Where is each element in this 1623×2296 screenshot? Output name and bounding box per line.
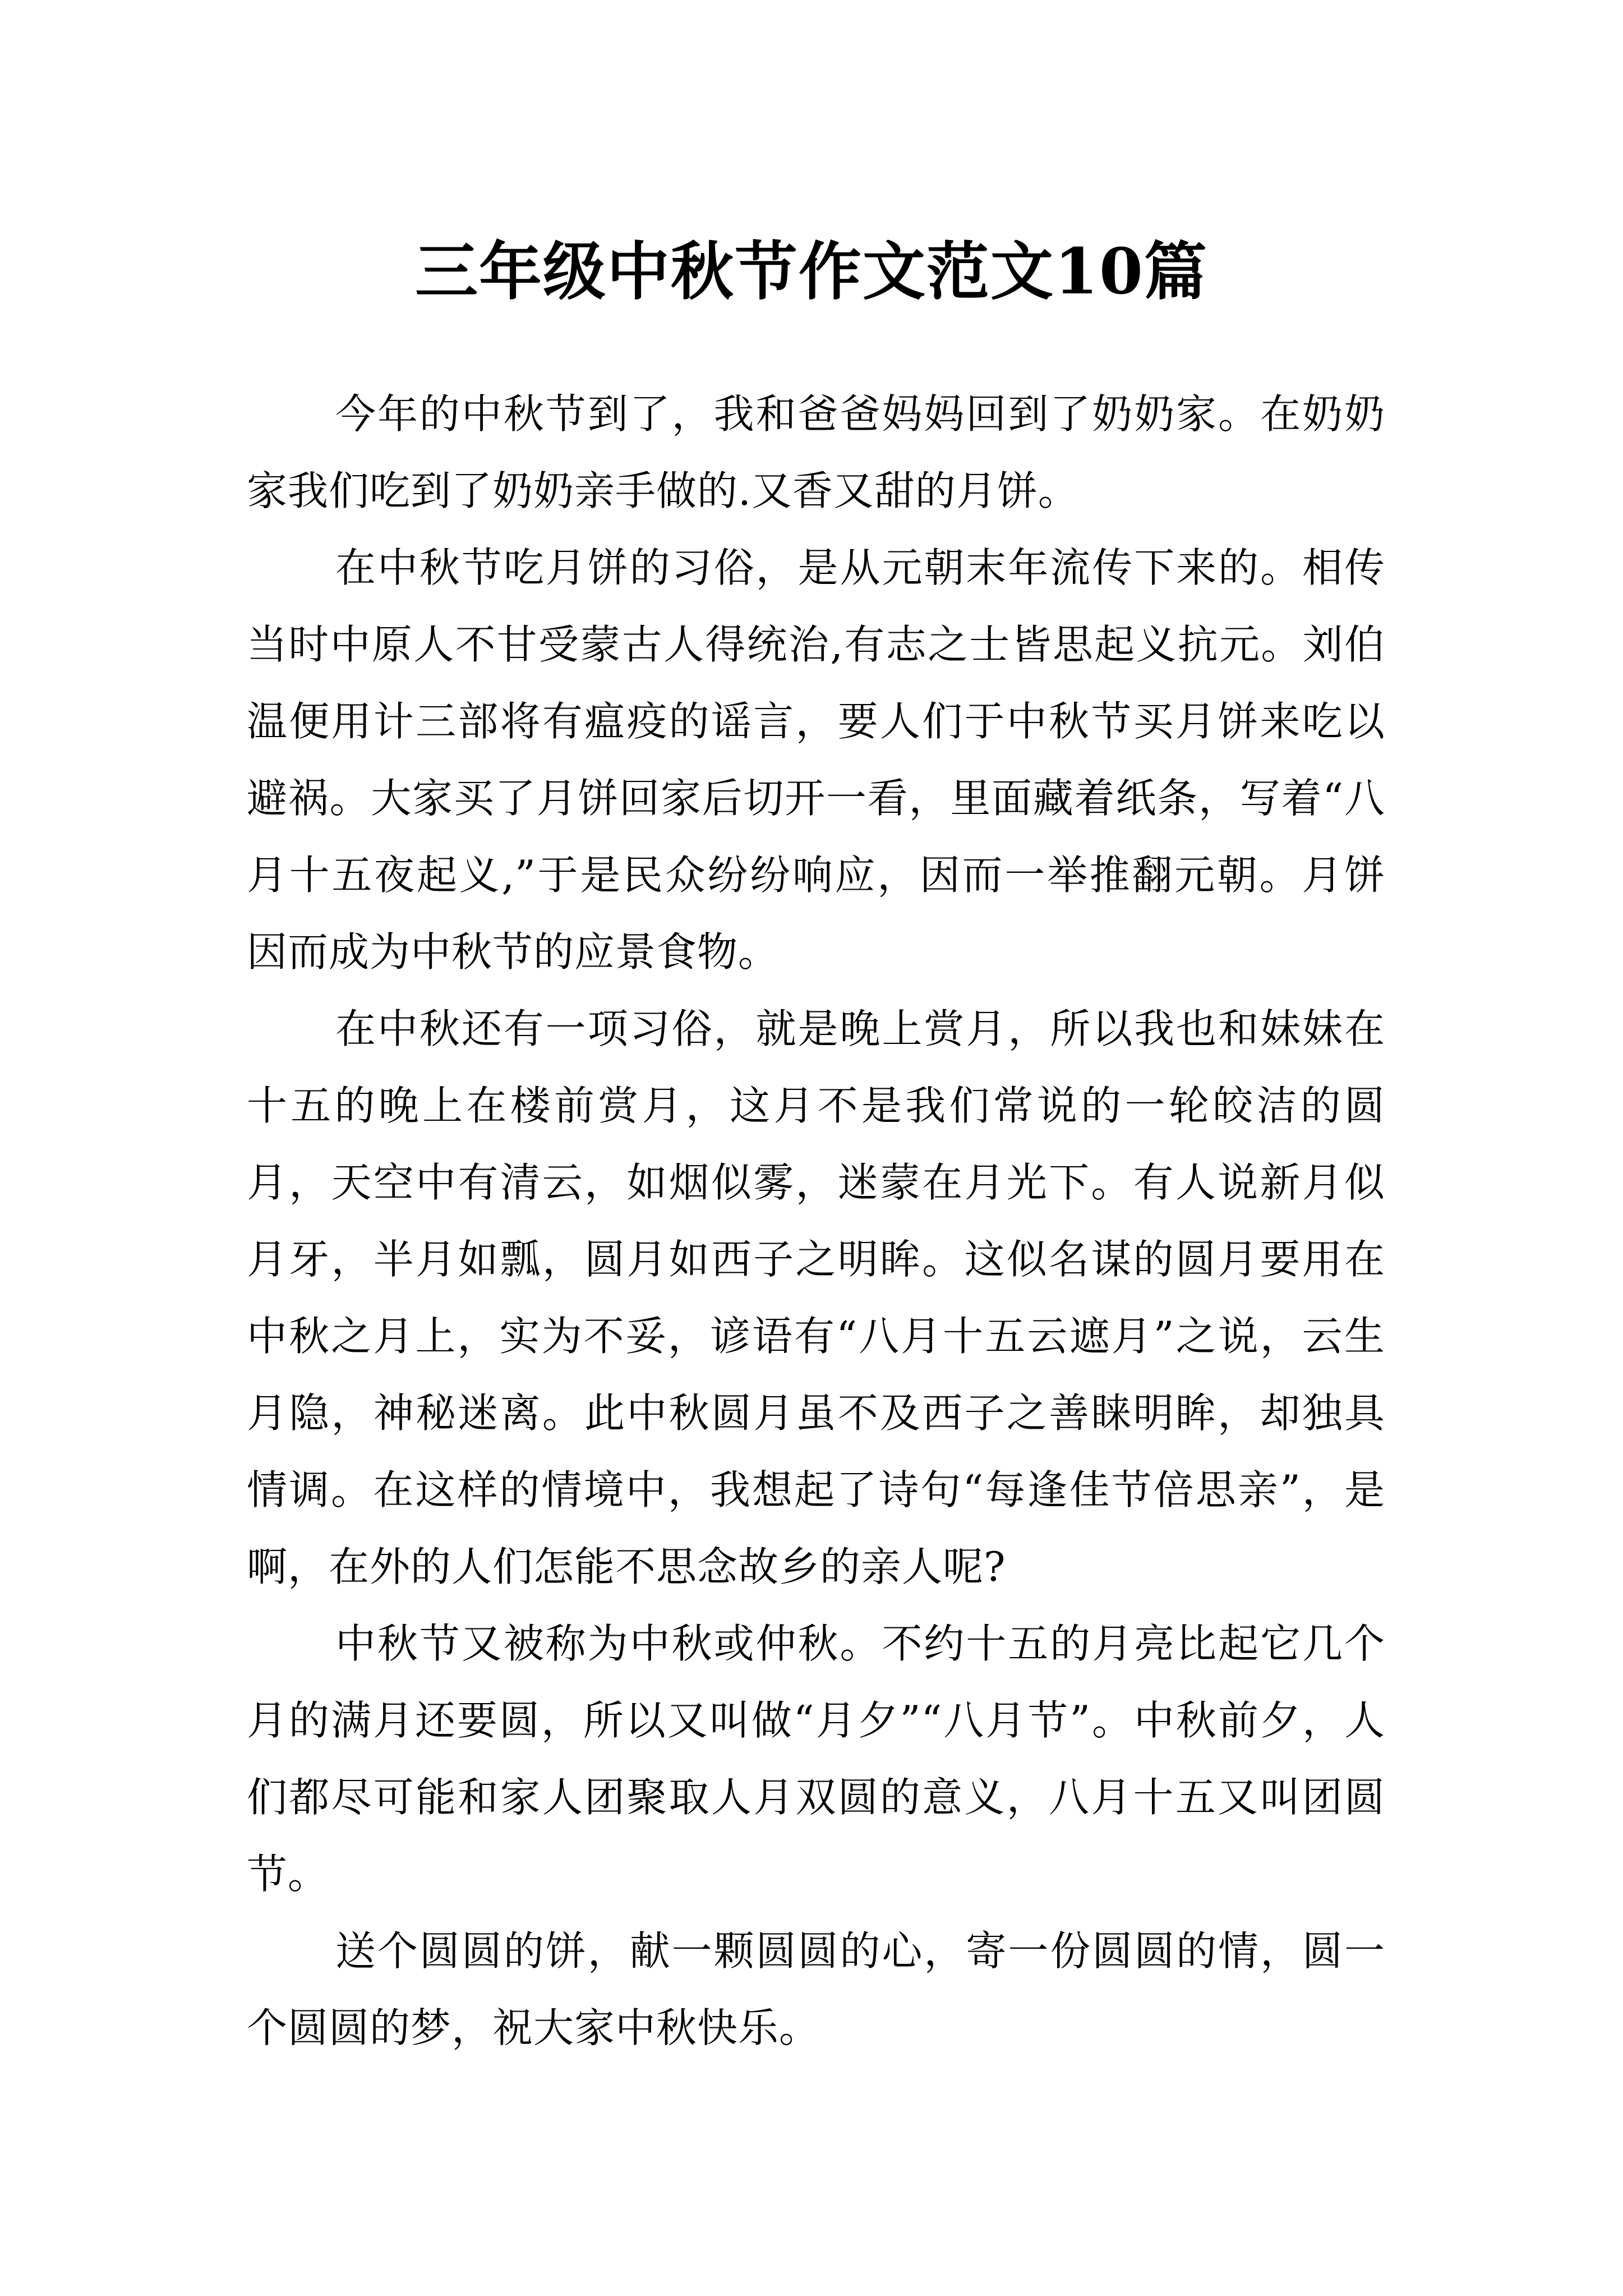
paragraph-3: 在中秋还有一项习俗，就是晚上赏月，所以我也和妹妹在十五的晚上在楼前赏月，这月不是我们常说的一轮皎洁的圆月，天空中有清云，如烟似雾，迷蒙在月光下。有人说新月似月牙，半月如瓢，圆月如西子之明眸。这似名谋的圆月要用在中秋之月上，实为不妥，谚语有“八月十五云遮月”之说，云生月隐，神秘迷离。此中秋圆月虽不及西子之善睐明眸，却独具情调。在这样的情境中，我想起了诗句“每逢佳节倍思亲”，是啊，在外的人们怎能不思念故乡的亲人呢? bbox=[247, 1005, 1385, 1590]
document-title: 三年级中秋节作文范文10篇 bbox=[415, 235, 1208, 309]
paragraph-4: 中秋节又被称为中秋或仲秋。不约十五的月亮比起它几个月的满月还要圆，所以又叫做“月夕”“八月节”。中秋前夕，人们都尽可能和家人团聚取人月双圆的意义，八月十五又叫团圆节。 bbox=[247, 1620, 1385, 1898]
paragraph-1: 今年的中秋节到了，我和爸爸妈妈回到了奶奶家。在奶奶家我们吃到了奶奶亲手做的.又香又甜的月饼。 bbox=[247, 390, 1385, 514]
paragraph-2: 在中秋节吃月饼的习俗，是从元朝末年流传下来的。相传当时中原人不甘受蒙古人得统治,有志之士皆思起义抗元。刘伯温便用计三部将有瘟疫的谣言，要人们于中秋节买月饼来吃以避祸。大家买了月饼回家后切开一看，里面藏着纸条，写着“八月十五夜起义,”于是民众纷纷响应，因而一举推翻元朝。月饼因而成为中秋节的应景食物。 bbox=[247, 544, 1385, 976]
document-body bbox=[247, 376, 1385, 2067]
paragraph-5: 送个圆圆的饼，献一颗圆圆的心，寄一份圆圆的情，圆一个圆圆的梦，祝大家中秋快乐。 bbox=[247, 1927, 1385, 2051]
